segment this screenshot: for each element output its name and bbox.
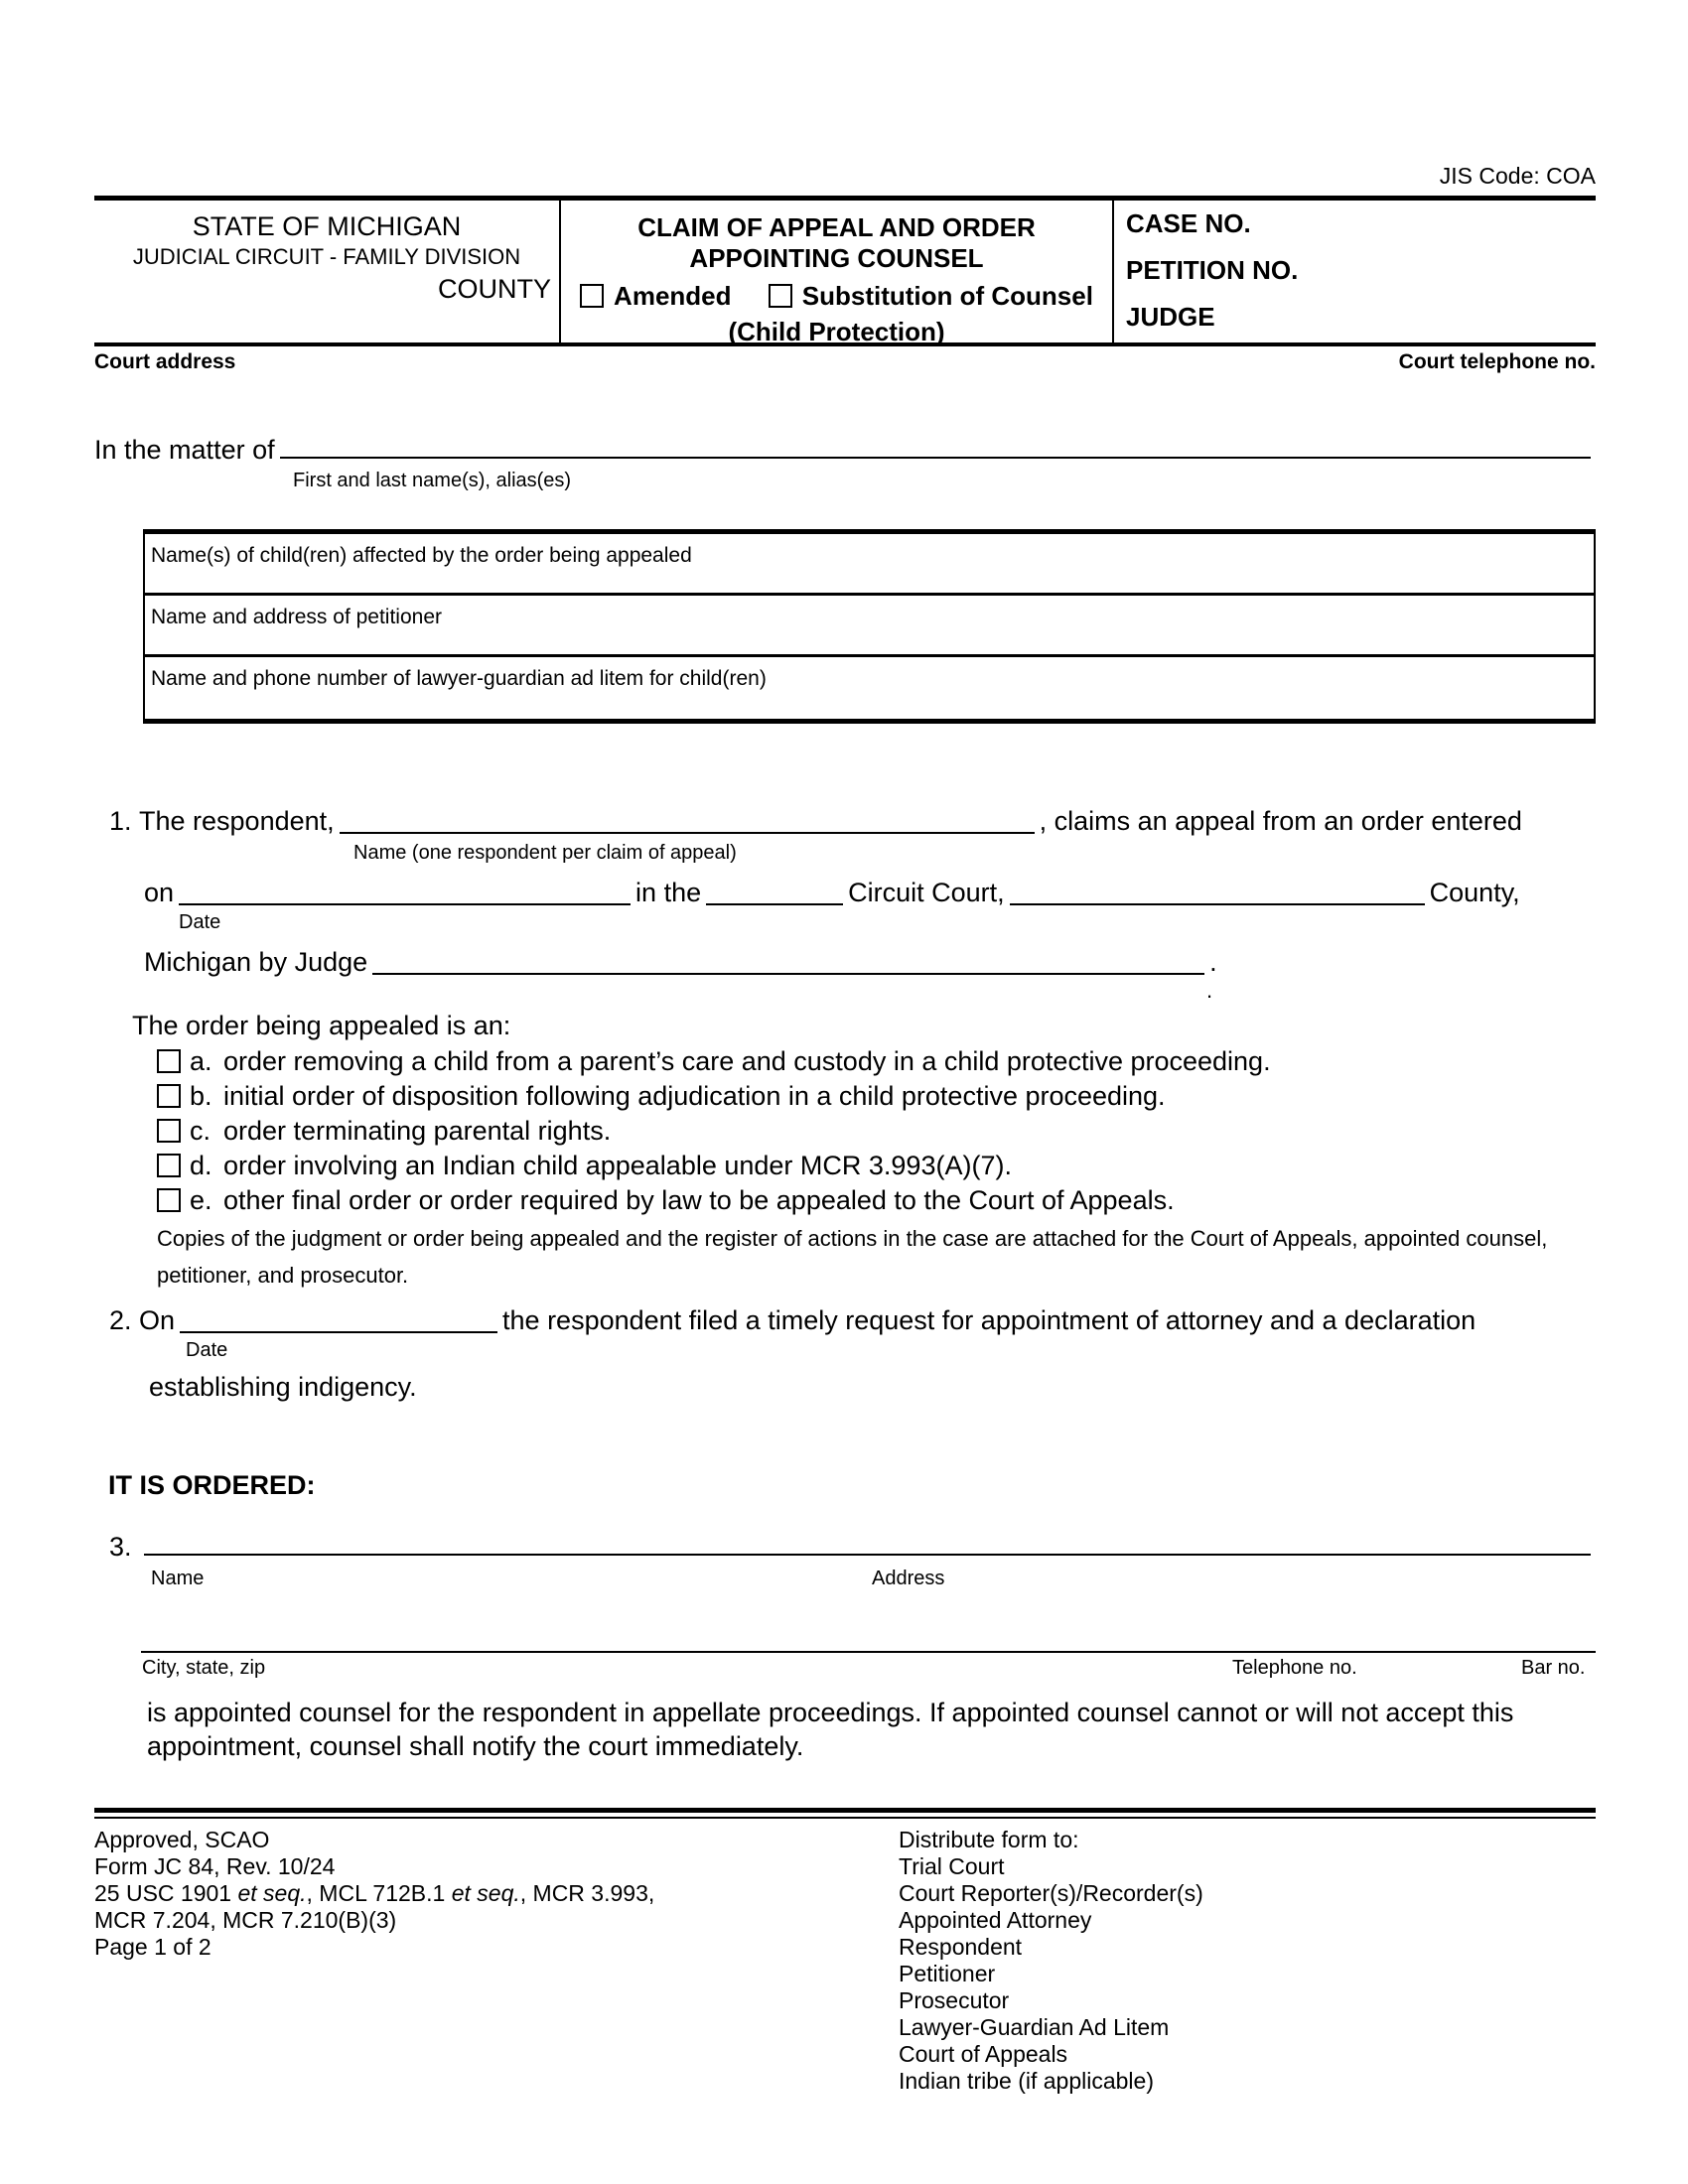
counsel-city-hint: City, state, zip — [142, 1657, 266, 1679]
matter-name-field[interactable] — [280, 437, 1591, 459]
counsel-telephone-hint: Telephone no. — [1232, 1657, 1357, 1679]
copies-note-line2: petitioner, and prosecutor. — [157, 1263, 409, 1288]
petitioner-label: Name and address of petitioner — [151, 606, 443, 628]
order-type-d-checkbox[interactable] — [157, 1154, 181, 1177]
court-telephone-label: Court telephone no. — [1398, 350, 1596, 373]
order-being-appealed-intro: The order being appealed is an: — [132, 1011, 511, 1040]
form-number-line: Form JC 84, Rev. 10/24 — [94, 1853, 336, 1879]
option-e-text: other final order or order required by law to be appealed to the Court of Appeals. — [223, 1185, 1175, 1215]
jis-code-label: JIS Code: COA — [1439, 163, 1596, 189]
child-protection-label: (Child Protection) — [728, 317, 945, 346]
order-date-field[interactable] — [179, 884, 631, 905]
order-type-a-checkbox[interactable] — [157, 1049, 181, 1073]
counsel-address-hint: Address — [872, 1568, 945, 1589]
on-label: on — [144, 878, 175, 907]
header-checkbox-row — [561, 281, 1112, 311]
order-type-option-e — [157, 1183, 1596, 1218]
copies-attached-note — [157, 1220, 1596, 1294]
statute-seg3: , MCL 712B.1 — [306, 1880, 452, 1906]
counsel-city-phone-bar-field[interactable] — [141, 1589, 1596, 1653]
distribution-item: Petitioner — [899, 1961, 996, 1986]
in-the-label: in the — [635, 878, 702, 907]
judicial-circuit-label: JUDICIAL CIRCUIT - FAMILY DIVISION — [132, 244, 521, 269]
approved-scao-line: Approved, SCAO — [94, 1827, 270, 1852]
option-a-letter: a. — [190, 1046, 212, 1076]
mcr-line: MCR 7.204, MCR 7.210(B)(3) — [94, 1907, 397, 1933]
appointment-paragraph-line1: is appointed counsel for the respondent in appellate proceedings. If appointed counsel cannot or will not accept this — [147, 1698, 1514, 1727]
substitution-of-counsel-checkbox[interactable] — [769, 284, 792, 308]
counsel-name-hint: Name — [151, 1568, 205, 1589]
option-c-text: order terminating parental rights. — [223, 1116, 612, 1146]
item-3-row2-hints — [94, 1657, 1596, 1679]
it-is-ordered-heading: IT IS ORDERED: — [108, 1470, 316, 1500]
amended-label: Amended — [614, 281, 732, 311]
lgal-label: Name and phone number of lawyer-guardian ad litem for child(ren) — [151, 667, 767, 690]
option-c-letter: c. — [190, 1116, 211, 1146]
item-1-number: 1. — [109, 806, 132, 836]
statute-line — [94, 1880, 654, 1907]
michigan-by-judge-label: Michigan by Judge — [144, 947, 368, 977]
form-title-line2: APPOINTING COUNSEL — [689, 243, 984, 273]
court-address-label: Court address — [94, 350, 236, 373]
order-type-options — [94, 1044, 1596, 1218]
item-2-number: 2. — [109, 1305, 132, 1335]
circuit-number-field[interactable] — [706, 884, 843, 905]
header-court-cell — [94, 201, 561, 342]
lgal-field[interactable] — [145, 657, 1594, 719]
footer-distribution-block — [899, 1827, 1203, 2095]
option-e-letter: e. — [190, 1185, 212, 1215]
option-d-letter: d. — [190, 1151, 212, 1180]
case-no-label: CASE NO. — [1126, 208, 1251, 238]
distribution-item: Respondent — [899, 1934, 1023, 1960]
order-type-option-b — [157, 1079, 1596, 1114]
item-1 — [94, 806, 1596, 1294]
order-date-hint: Date — [179, 911, 221, 933]
county-field[interactable] — [1010, 884, 1425, 905]
order-type-b-checkbox[interactable] — [157, 1084, 181, 1108]
petitioner-field[interactable] — [145, 596, 1594, 657]
distribution-item: Prosecutor — [899, 1987, 1010, 2013]
appointment-paragraph-line2: appointment, counsel shall notify the court immediately. — [147, 1731, 804, 1761]
order-type-option-c — [157, 1114, 1596, 1149]
order-type-option-a — [157, 1044, 1596, 1079]
distribution-item: Indian tribe (if applicable) — [899, 2068, 1154, 2094]
option-d-text: order involving an Indian child appealable under MCR 3.993(A)(7). — [223, 1151, 1012, 1180]
court-info-row — [94, 350, 1596, 374]
distribution-item: Trial Court — [899, 1853, 1005, 1879]
matter-section — [94, 435, 1596, 491]
distribute-form-to-label: Distribute form to: — [899, 1827, 1079, 1852]
footer-rule-thick — [94, 1808, 1596, 1813]
copies-note-line1: Copies of the judgment or order being appealed and the register of actions in the case are attached for the Court of Appeals, appointed counsel, — [157, 1226, 1548, 1251]
state-of-michigan-label: STATE OF MICHIGAN — [192, 211, 462, 241]
footer-rule-thin — [94, 1817, 1596, 1819]
judge-label: JUDGE — [1126, 302, 1215, 332]
judge-line-period: . — [1209, 947, 1217, 977]
counsel-name-address-field[interactable] — [144, 1534, 1591, 1556]
form-footer — [94, 1808, 1596, 2106]
option-a-text: order removing a child from a parent’s care and custody in a child protective proceeding. — [223, 1046, 1271, 1076]
item-2-text: the respondent filed a timely request for appointment of attorney and a declaration — [502, 1305, 1477, 1335]
substitution-of-counsel-label: Substitution of Counsel — [801, 281, 1093, 311]
request-date-hint: Date — [186, 1339, 228, 1361]
order-type-c-checkbox[interactable] — [157, 1119, 181, 1143]
item-3-number: 3. — [109, 1532, 132, 1562]
item-1-lead: The respondent, — [139, 806, 335, 836]
request-date-field[interactable] — [180, 1311, 497, 1333]
order-type-option-d — [157, 1149, 1596, 1183]
option-b-text: initial order of disposition following adjudication in a child protective proceeding. — [223, 1081, 1166, 1111]
children-names-label: Name(s) of child(ren) affected by the order being appealed — [151, 544, 692, 567]
matter-name-hint: First and last name(s), alias(es) — [293, 470, 572, 491]
statute-etseq2: et seq. — [451, 1880, 520, 1906]
item-3 — [94, 1532, 1596, 1763]
form-title-line1: CLAIM OF APPEAL AND ORDER — [637, 212, 1036, 242]
item-2 — [94, 1305, 1596, 1403]
statute-etseq1: et seq. — [237, 1880, 307, 1906]
option-b-letter: b. — [190, 1081, 212, 1111]
header-table — [94, 196, 1596, 346]
statute-seg1: 25 USC 1901 — [94, 1880, 238, 1906]
county-label: COUNTY — [438, 274, 551, 304]
appointment-paragraph — [147, 1696, 1596, 1763]
footer-approval-block — [94, 1827, 654, 1961]
item-3-row1-hints — [94, 1568, 1596, 1589]
page-number-line: Page 1 of 2 — [94, 1934, 211, 1960]
statute-seg5: , MCR 3.993, — [519, 1880, 655, 1906]
stray-period: . — [1206, 978, 1213, 1003]
item-1-after-name: , claims an appeal from an order entered — [1039, 806, 1522, 836]
in-the-matter-of-label: In the matter of — [94, 435, 275, 465]
item-2-text2: establishing indigency. — [149, 1372, 417, 1402]
county-word-label: County, — [1429, 878, 1520, 907]
petition-no-label: PETITION NO. — [1126, 255, 1299, 285]
respondent-name-hint: Name (one respondent per claim of appeal) — [353, 842, 737, 864]
circuit-court-label: Circuit Court, — [848, 878, 1005, 907]
distribution-item: Lawyer-Guardian Ad Litem — [899, 2014, 1170, 2040]
order-type-e-checkbox[interactable] — [157, 1188, 181, 1212]
amended-checkbox[interactable] — [580, 284, 604, 308]
counsel-bar-no-hint: Bar no. — [1521, 1657, 1586, 1679]
distribution-item: Court of Appeals — [899, 2041, 1068, 2067]
distribution-item: Court Reporter(s)/Recorder(s) — [899, 1880, 1203, 1906]
distribution-item: Appointed Attorney — [899, 1907, 1092, 1933]
judge-name-field[interactable] — [372, 953, 1204, 975]
header-title-cell — [561, 201, 1114, 346]
case-info-box — [143, 529, 1596, 724]
item-2-on-label: On — [139, 1305, 176, 1335]
respondent-name-field[interactable] — [340, 812, 1035, 834]
header-case-cell — [1114, 201, 1596, 342]
children-names-field[interactable] — [145, 534, 1594, 596]
